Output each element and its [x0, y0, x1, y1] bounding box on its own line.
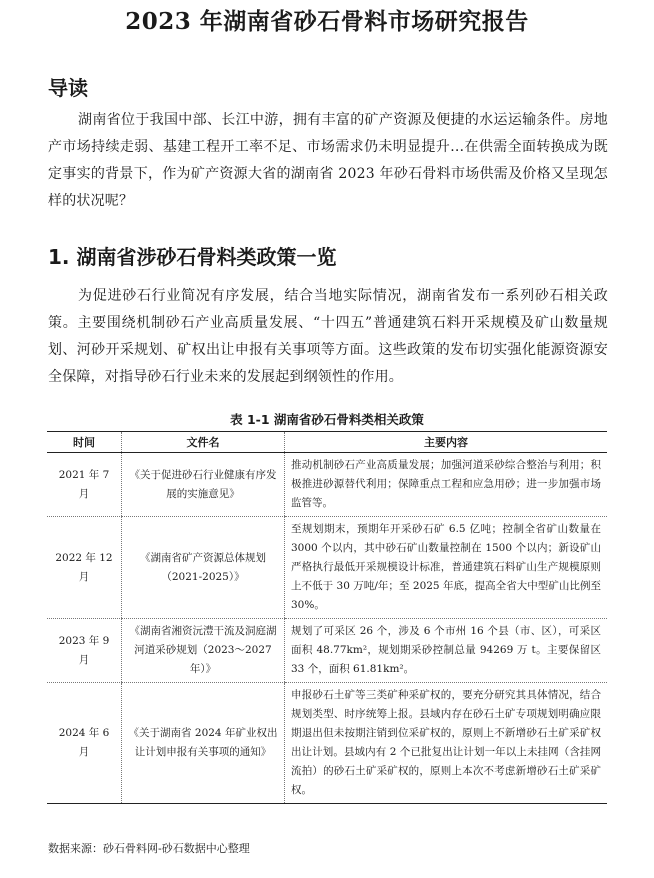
page-title: 2023 年湖南省砂石骨料市场研究报告: [125, 8, 529, 35]
row-content: 规划了可采区 26 个，涉及 6 个市州 16 个县（市、区），可采区面积 48.77km²，规划期采砂控制总量 94269 万 t。主要保留区 33 个，面积 61.81km²。: [285, 619, 608, 683]
table-row: [47, 517, 607, 619]
table-caption: 表 1-1 湖南省砂石骨料类相关政策: [230, 412, 424, 427]
table-header-row: [47, 432, 607, 453]
row-document: 《湖南省湘资沅澧干流及洞庭湖河道采砂规划（2023～2027 年）》: [122, 619, 285, 683]
table-row: [47, 619, 607, 683]
policy-table: [47, 431, 607, 804]
data-source-note: 数据来源：砂石骨料网-砂石数据中心整理: [48, 842, 250, 855]
intro-paragraph: 湖南省位于我国中部、长江中游，拥有丰富的矿产资源及便捷的水运运输条件。房地产市场持续走弱、基建工程开工率不足、市场需求仍未明显提升…在供需全面转换成为既定事实的背景下，作为矿产资源大省的湖南省 2023 年砂石骨料市场供需及价格又呈现怎样的状况呢？: [48, 112, 608, 209]
row-document: 《湖南省矿产资源总体规划（2021-2025）》: [122, 517, 285, 619]
header-content: 主要内容: [285, 432, 608, 453]
section-1-paragraph: 为促进砂石行业简况有序发展，结合当地实际情况，湖南省发布一系列砂石相关政策。主要围绕机制砂石产业高质量发展、“十四五”普通建筑石料开采规模及矿山数量规划、河砂开采规划、矿权出让申报有关事项等方面。这些政策的发布切实强化能源资源安全保障，对指导砂石行业未来的发展起到纲领性的作用。: [48, 288, 608, 385]
row-content: 推动机制砂石产业高质量发展；加强河道采砂综合整治与利用；积极推进砂源替代利用；保障重点工程和应急用砂；进一步加强市场监管等。: [285, 453, 608, 517]
row-content: 至规划期末，预期年开采砂石矿 6.5 亿吨；控制全省矿山数量在 3000 个以内，其中砂石矿山数量控制在 1500 个以内；新设矿山严格执行最低开采规模设计标准，普通建筑石料矿山生产规模原则上不低于 30 万吨/年；至 2025 年底，提高全省大中型矿山比例至 30%。: [285, 517, 608, 619]
section-1-heading: 1. 湖南省涉砂石骨料类政策一览: [48, 245, 337, 269]
row-time: 2021 年 7 月: [47, 453, 122, 517]
row-time: 2024 年 6 月: [47, 683, 122, 804]
row-content: 申报砂石土矿等三类矿种采矿权的，要充分研究其具体情况，结合规划类型、时序统筹上报。县域内存在砂石土矿专项规划明确应限期退出但未按期注销到位采矿权的，原则上不新增砂石土矿采矿权出让计划。县域内有 2 个已批复出让计划一年以上未挂网（含挂网流拍）的砂石土矿采矿权的，原则上本次不考虑新增砂石土矿采矿权。: [285, 683, 608, 804]
row-document: 《关于促进砂石行业健康有序发展的实施意见》: [122, 453, 285, 517]
row-document: 《关于湖南省 2024 年矿业权出让计划申报有关事项的通知》: [122, 683, 285, 804]
intro-heading: 导读: [48, 76, 88, 100]
table-row: [47, 683, 607, 804]
row-time: 2022 年 12 月: [47, 517, 122, 619]
table-row: [47, 453, 607, 517]
header-time: 时间: [47, 432, 122, 453]
row-time: 2023 年 9 月: [47, 619, 122, 683]
header-document: 文件名: [122, 432, 285, 453]
